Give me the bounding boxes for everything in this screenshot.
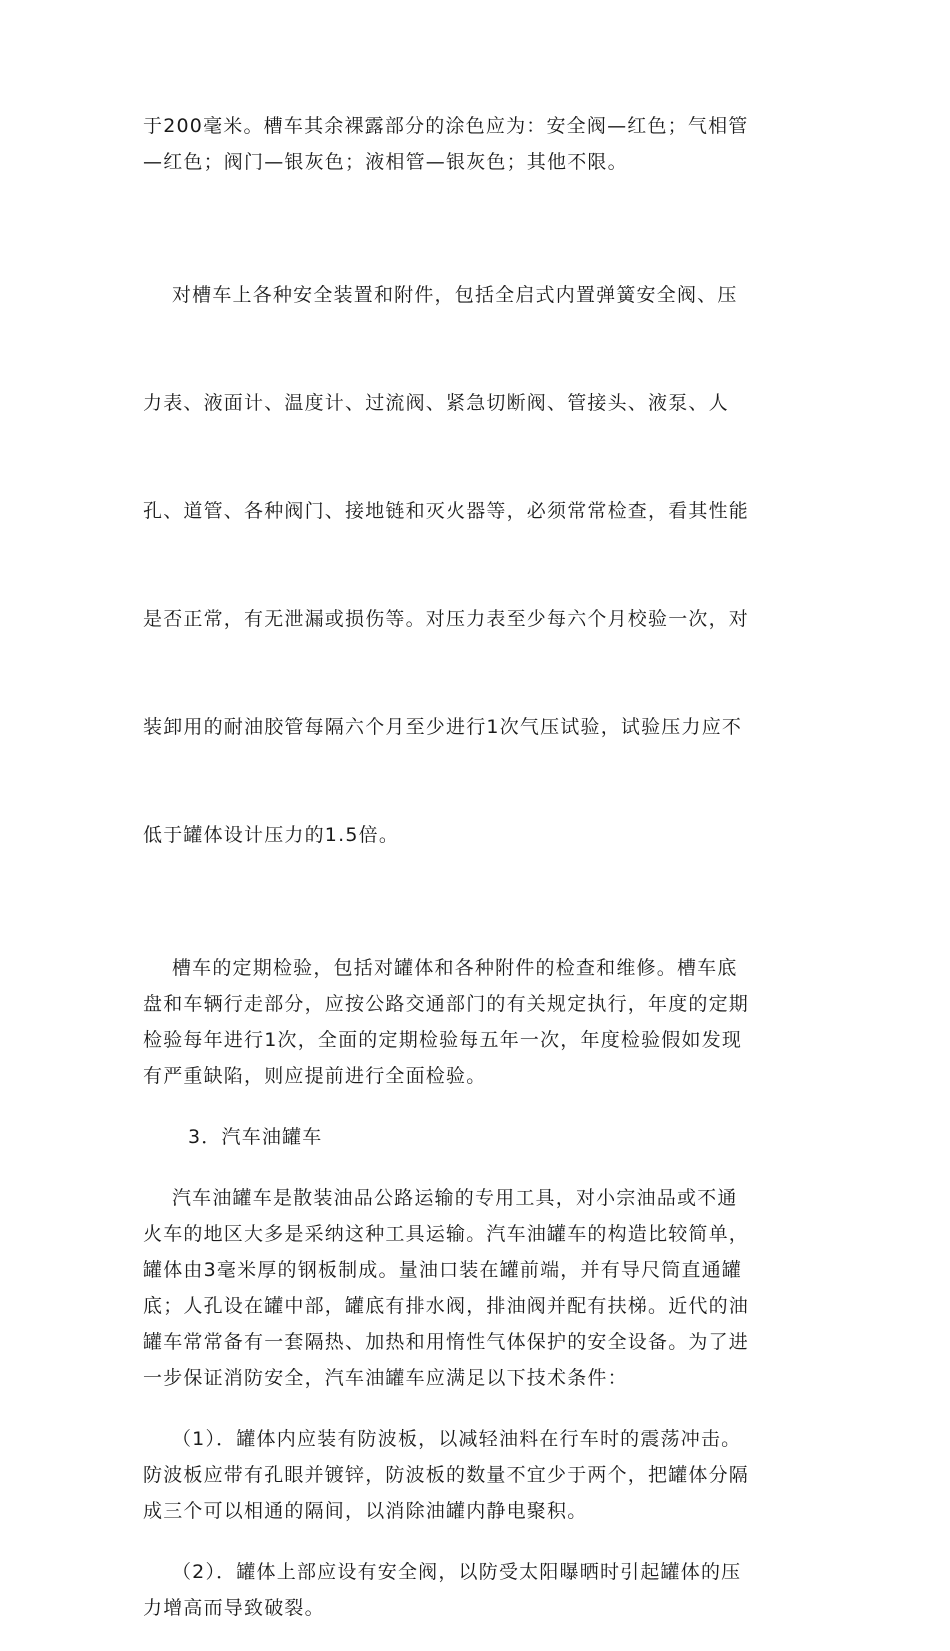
paragraph xyxy=(143,108,808,180)
document-body xyxy=(143,108,808,1651)
text-line: 底；人孔设在罐中部，罐底有排水阀，排油阀并配有扶梯。近代的油 xyxy=(143,1295,750,1317)
paragraph xyxy=(143,1554,808,1626)
text-line: 力增高而导致破裂。 xyxy=(143,1597,325,1619)
text-line: （1）．罐体内应装有防波板，以减轻油料在行车时的震荡冲击。 xyxy=(143,1428,742,1450)
text-line: 力表、液面计、温度计、过流阀、紧急切断阀、管接头、液泵、人 xyxy=(143,392,729,414)
text-line: 罐车常常备有一套隔热、加热和用惰性气体保护的安全设备。为了进 xyxy=(143,1331,750,1353)
section-heading: 3．汽车油罐车 xyxy=(188,1126,323,1148)
text-line: 汽车油罐车是散装油品公路运输的专用工具，对小宗油品或不通 xyxy=(143,1187,738,1209)
text-line: 孔、道管、各种阀门、接地链和灭火器等，必须常常检查，看其性能 xyxy=(143,500,750,522)
text-line: 防波板应带有孔眼并镀锌，防波板的数量不宜少于两个，把罐体分隔 xyxy=(143,1464,750,1486)
text-line: （2）．罐体上部应设有安全阀，以防受太阳曝晒时引起罐体的压 xyxy=(143,1561,742,1583)
text-line: 一步保证消防安全，汽车油罐车应满足以下技术条件： xyxy=(143,1367,628,1389)
text-line: 对槽车上各种安全装置和附件，包括全启式内置弹簧安全阀、压 xyxy=(143,284,738,306)
text-line: 罐体由3毫米厚的钢板制成。量油口装在罐前端，并有导尺筒直通罐 xyxy=(143,1259,743,1281)
text-line: 盘和车辆行走部分，应按公路交通部门的有关规定执行，年度的定期 xyxy=(143,993,750,1015)
text-line: 装卸用的耐油胶管每隔六个月至少进行1次气压试验，试验压力应不 xyxy=(143,716,743,738)
text-line: 槽车的定期检验，包括对罐体和各种附件的检查和维修。槽车底 xyxy=(143,957,738,979)
text-line: 是否正常，有无泄漏或损伤等。对压力表至少每六个月校验一次，对 xyxy=(143,608,750,630)
paragraph xyxy=(143,1180,808,1396)
text-line: 火车的地区大多是采纳这种工具运输。汽车油罐车的构造比较简单， xyxy=(143,1223,750,1245)
paragraph xyxy=(143,1421,808,1529)
text-line: 低于罐体设计压力的1.5倍。 xyxy=(143,824,400,846)
text-line: 有严重缺陷，则应提前进行全面检验。 xyxy=(143,1065,487,1087)
text-line: 检验每年进行1次，全面的定期检验每五年一次，年度检验假如发现 xyxy=(143,1029,743,1051)
text-line: 于200毫米。槽车其余裸露部分的涂色应为：安全阀—红色；气相管 xyxy=(143,115,749,137)
text-line: —红色；阀门—银灰色；液相管—银灰色；其他不限。 xyxy=(143,151,628,173)
paragraph xyxy=(143,950,808,1094)
text-line: 成三个可以相通的隔间，以消除油罐内静电聚积。 xyxy=(143,1500,588,1522)
paragraph xyxy=(143,205,808,925)
